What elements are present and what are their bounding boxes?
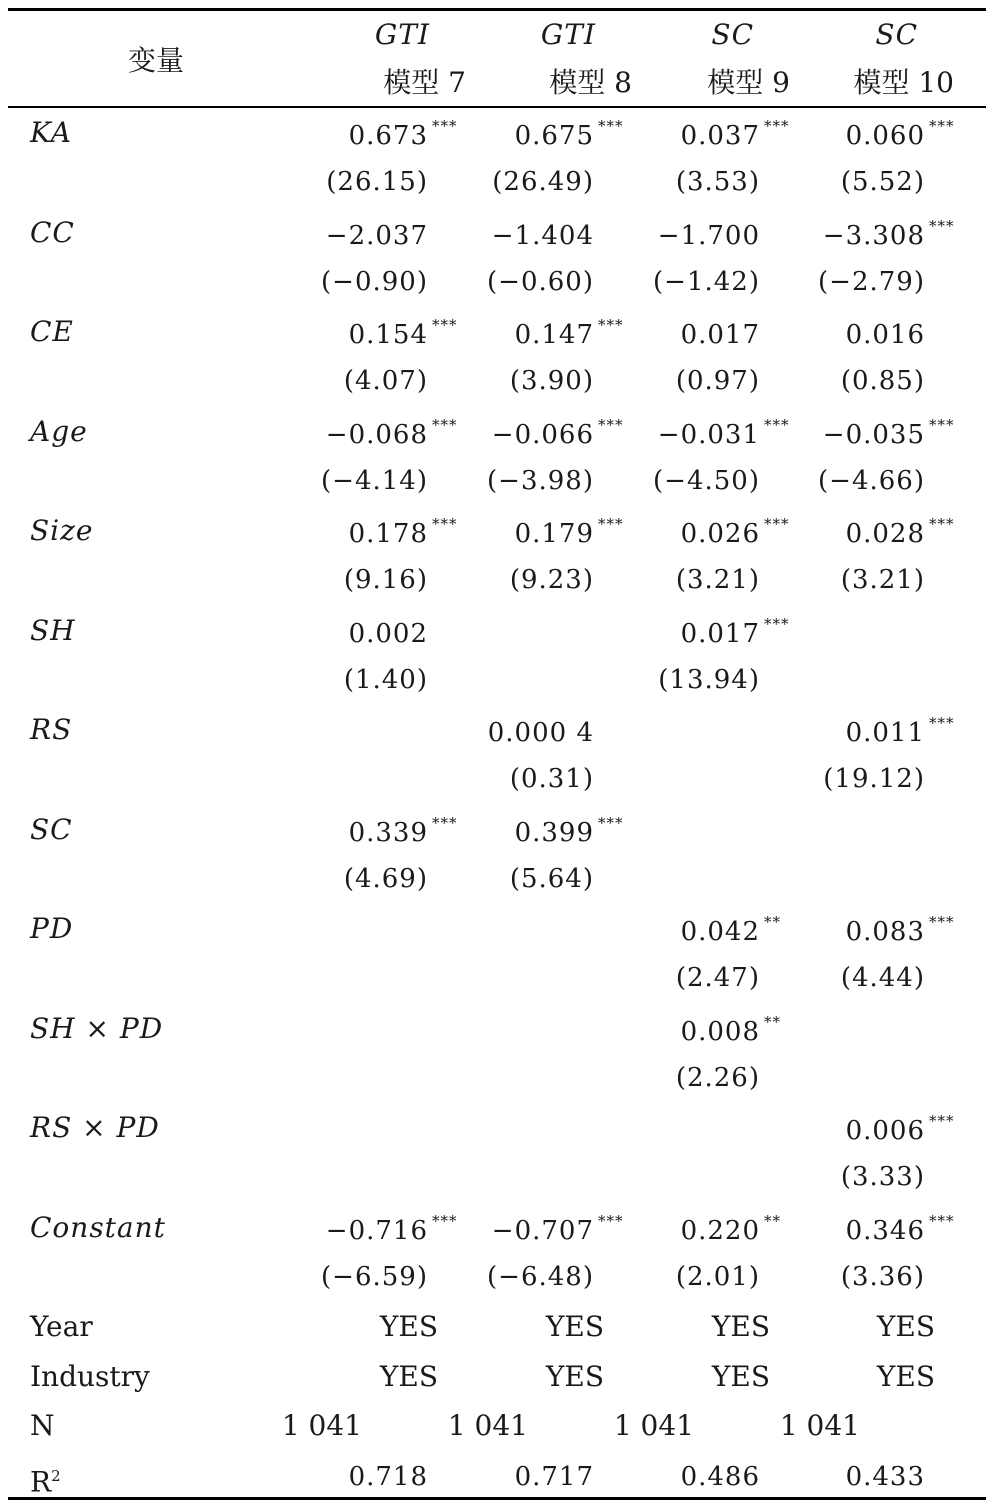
footer-label-text: Industry bbox=[30, 1359, 150, 1393]
variable-name: RS bbox=[30, 713, 73, 746]
coefficient-value: 0.147 bbox=[514, 320, 594, 350]
coefficient-value: 0.083 bbox=[845, 917, 925, 947]
significance-stars: *** bbox=[929, 216, 955, 235]
footer-value: 1 041 bbox=[447, 1409, 528, 1442]
coefficient-value: 0.017 bbox=[680, 320, 760, 350]
coefficient-value: −0.031 bbox=[657, 419, 760, 450]
footer-value: 1 041 bbox=[779, 1409, 860, 1442]
t-statistic-cell: (3.90) bbox=[509, 366, 594, 396]
coefficient-cell bbox=[434, 415, 624, 451]
coefficient-cell bbox=[600, 319, 760, 351]
t-statistic-cell: (5.64) bbox=[509, 863, 594, 894]
coefficient-value: 0.028 bbox=[845, 519, 925, 549]
t-statistic-cell: (−0.90) bbox=[321, 266, 428, 297]
t-statistic-cell: (13.94) bbox=[658, 664, 760, 695]
significance-stars: *** bbox=[598, 1211, 624, 1230]
variable-name: Constant bbox=[30, 1210, 166, 1244]
t-statistic-cell: (26.49) bbox=[492, 167, 594, 197]
table-bottom-rule bbox=[8, 1497, 986, 1500]
t-statistic-cell: (5.52) bbox=[840, 167, 925, 197]
dependent-variable-header: GTI bbox=[374, 18, 430, 51]
t-statistic-cell: (−6.48) bbox=[487, 1261, 594, 1292]
coefficient-cell bbox=[600, 415, 790, 451]
coefficient-cell bbox=[765, 216, 955, 252]
significance-stars: *** bbox=[432, 415, 458, 434]
coefficient-cell bbox=[765, 515, 955, 550]
footer-value: 0.433 bbox=[845, 1461, 925, 1492]
model-header: 模型 9 bbox=[707, 66, 790, 99]
t-statistic-cell: (0.97) bbox=[675, 366, 760, 396]
significance-stars: *** bbox=[432, 117, 458, 135]
significance-stars: *** bbox=[764, 117, 790, 135]
coefficient-cell bbox=[434, 1211, 624, 1247]
coefficient-value: −3.308 bbox=[822, 220, 925, 251]
superscript: 2 bbox=[51, 1466, 61, 1485]
variable-name: Age bbox=[30, 414, 88, 448]
significance-stars: ** bbox=[764, 913, 781, 931]
coefficient-cell bbox=[600, 1211, 781, 1247]
coefficient-value: −0.035 bbox=[822, 419, 925, 450]
coefficient-value: −2.037 bbox=[325, 220, 428, 251]
footer-label-text: N bbox=[30, 1409, 55, 1442]
footer-value: 0.486 bbox=[680, 1461, 760, 1492]
variable-name: RS × PD bbox=[30, 1111, 160, 1144]
t-statistic-cell: (19.12) bbox=[823, 764, 925, 794]
t-statistic-cell: (−1.42) bbox=[653, 266, 760, 297]
coefficient-cell bbox=[765, 117, 955, 152]
variable-name: PD bbox=[30, 912, 74, 945]
variable-name: Size bbox=[30, 514, 94, 547]
dependent-variable-header: SC bbox=[711, 18, 754, 51]
significance-stars: *** bbox=[764, 515, 790, 533]
coefficient-value: 0.008 bbox=[680, 1016, 760, 1047]
coefficient-value: −1.404 bbox=[491, 220, 594, 251]
coefficient-value: 0.178 bbox=[348, 519, 428, 549]
t-statistic-cell: (2.26) bbox=[675, 1062, 760, 1093]
coefficient-cell bbox=[268, 415, 458, 451]
t-statistic-cell: (1.40) bbox=[343, 664, 428, 695]
coefficient-value: 0.154 bbox=[348, 320, 428, 350]
coefficient-cell bbox=[268, 220, 428, 252]
t-statistic-cell: (−4.50) bbox=[653, 465, 760, 496]
coefficient-cell bbox=[434, 220, 594, 252]
dependent-variable-header: SC bbox=[875, 18, 918, 51]
coefficient-cell bbox=[765, 319, 925, 351]
t-statistic-cell: (−6.59) bbox=[321, 1261, 428, 1292]
significance-stars: *** bbox=[432, 1211, 458, 1230]
coefficient-value: −0.066 bbox=[491, 419, 594, 450]
variable-name: CE bbox=[30, 315, 74, 348]
footer-value: YES bbox=[876, 1310, 935, 1343]
significance-stars: *** bbox=[764, 415, 790, 434]
footer-label-text: R bbox=[30, 1464, 52, 1498]
coefficient-value: 0.011 bbox=[845, 718, 925, 748]
t-statistic-cell: (9.16) bbox=[343, 565, 428, 595]
variable-name: KA bbox=[30, 116, 73, 149]
coefficient-cell bbox=[765, 714, 955, 749]
significance-stars: ** bbox=[764, 1012, 781, 1031]
significance-stars: *** bbox=[929, 1112, 955, 1130]
footer-value: 1 041 bbox=[613, 1409, 694, 1442]
t-statistic-cell: (−4.14) bbox=[321, 465, 428, 496]
significance-stars: *** bbox=[598, 117, 624, 135]
model-header: 模型 7 bbox=[383, 66, 466, 99]
dependent-variable-header: GTI bbox=[540, 18, 596, 51]
coefficient-cell bbox=[765, 913, 955, 948]
variable-name: SH bbox=[30, 613, 76, 647]
coefficient-value: 0.220 bbox=[680, 1215, 760, 1246]
coefficient-value: −0.707 bbox=[491, 1215, 594, 1246]
significance-stars: *** bbox=[432, 813, 458, 832]
coefficient-cell bbox=[765, 1112, 955, 1147]
model-header: 模型 10 bbox=[853, 66, 954, 99]
coefficient-value: 0.060 bbox=[845, 121, 925, 151]
coefficient-value: −0.068 bbox=[325, 419, 428, 450]
t-statistic-cell: (3.33) bbox=[840, 1162, 925, 1192]
significance-stars: *** bbox=[598, 316, 624, 334]
coefficient-value: 0.673 bbox=[348, 121, 428, 151]
coefficient-value: 0.037 bbox=[680, 121, 760, 151]
coefficient-value: 0.026 bbox=[680, 519, 760, 549]
significance-stars: ** bbox=[764, 1211, 781, 1230]
coefficient-cell bbox=[765, 1211, 955, 1247]
footer-value: 0.718 bbox=[348, 1461, 428, 1492]
t-statistic-cell: (3.21) bbox=[675, 565, 760, 595]
model-header: 模型 8 bbox=[549, 66, 632, 99]
t-statistic-cell: (9.23) bbox=[509, 565, 594, 595]
t-statistic-cell: (−4.66) bbox=[818, 465, 925, 496]
coefficient-value: 0.399 bbox=[514, 817, 594, 848]
table-header-rule bbox=[8, 106, 986, 108]
coefficient-value: 0.017 bbox=[680, 618, 760, 649]
variable-name: SH × PD bbox=[30, 1011, 164, 1045]
coefficient-cell bbox=[434, 717, 594, 749]
coefficient-cell bbox=[268, 813, 458, 849]
significance-stars: *** bbox=[598, 415, 624, 434]
t-statistic-cell: (2.01) bbox=[675, 1261, 760, 1292]
t-statistic-cell: (4.07) bbox=[343, 366, 428, 396]
coefficient-cell bbox=[268, 515, 458, 550]
t-statistic-cell: (4.69) bbox=[343, 863, 428, 894]
footer-label bbox=[30, 1360, 150, 1394]
footer-value: YES bbox=[711, 1310, 770, 1343]
coefficient-cell bbox=[434, 316, 624, 351]
footer-label-text: Year bbox=[30, 1310, 93, 1343]
significance-stars: *** bbox=[432, 316, 458, 334]
footer-label bbox=[30, 1409, 55, 1443]
coefficient-value: 0.346 bbox=[845, 1215, 925, 1246]
t-statistic-cell: (3.21) bbox=[840, 565, 925, 595]
coefficient-value: 0.016 bbox=[845, 320, 925, 350]
coefficient-value: 0.675 bbox=[514, 121, 594, 151]
coefficient-cell bbox=[434, 515, 624, 550]
coefficient-value: 0.042 bbox=[680, 917, 760, 947]
coefficient-cell bbox=[268, 618, 428, 650]
coefficient-cell bbox=[765, 415, 955, 451]
coefficient-cell bbox=[600, 913, 781, 948]
t-statistic-cell: (0.85) bbox=[840, 366, 925, 396]
t-statistic-cell: (0.31) bbox=[509, 764, 594, 794]
coefficient-cell bbox=[268, 1211, 458, 1247]
footer-value: YES bbox=[711, 1359, 770, 1393]
footer-value: 1 041 bbox=[281, 1409, 362, 1442]
variable-name: SC bbox=[30, 812, 73, 846]
footer-value: YES bbox=[379, 1310, 438, 1343]
significance-stars: *** bbox=[929, 415, 955, 434]
significance-stars: *** bbox=[432, 515, 458, 533]
coefficient-value: 0.002 bbox=[348, 618, 428, 649]
footer-label bbox=[30, 1310, 93, 1344]
coefficient-cell bbox=[600, 117, 790, 152]
coefficient-cell bbox=[600, 515, 790, 550]
coefficient-cell bbox=[600, 1012, 781, 1048]
footer-value: YES bbox=[379, 1359, 438, 1393]
variable-column-header: 变量 bbox=[128, 44, 185, 77]
footer-value: YES bbox=[545, 1310, 604, 1343]
coefficient-cell bbox=[434, 813, 624, 849]
table-top-rule bbox=[8, 8, 986, 11]
significance-stars: *** bbox=[598, 813, 624, 832]
coefficient-cell bbox=[268, 117, 458, 152]
footer-value: YES bbox=[545, 1359, 604, 1393]
t-statistic-cell: (4.44) bbox=[840, 963, 925, 993]
coefficient-cell bbox=[600, 614, 790, 650]
t-statistic-cell: (2.47) bbox=[675, 963, 760, 993]
significance-stars: *** bbox=[764, 614, 790, 633]
coefficient-value: 0.006 bbox=[845, 1116, 925, 1146]
significance-stars: *** bbox=[929, 714, 955, 732]
variable-name: CC bbox=[30, 215, 75, 249]
t-statistic-cell: (−0.60) bbox=[487, 266, 594, 297]
footer-value: 0.717 bbox=[514, 1461, 594, 1492]
coefficient-value: 0.339 bbox=[348, 817, 428, 848]
t-statistic-cell: (−2.79) bbox=[818, 266, 925, 297]
significance-stars: *** bbox=[929, 515, 955, 533]
coefficient-cell bbox=[434, 117, 624, 152]
footer-value: YES bbox=[876, 1359, 935, 1393]
t-statistic-cell: (3.36) bbox=[840, 1261, 925, 1292]
t-statistic-cell: (26.15) bbox=[326, 167, 428, 197]
coefficient-cell bbox=[268, 316, 458, 351]
t-statistic-cell: (3.53) bbox=[675, 167, 760, 197]
coefficient-cell bbox=[600, 220, 760, 252]
significance-stars: *** bbox=[598, 515, 624, 533]
coefficient-value: −0.716 bbox=[325, 1215, 428, 1246]
significance-stars: *** bbox=[929, 913, 955, 931]
t-statistic-cell: (−3.98) bbox=[487, 465, 594, 496]
significance-stars: *** bbox=[929, 1211, 955, 1230]
coefficient-value: 0.179 bbox=[514, 519, 594, 549]
coefficient-value: 0.000 4 bbox=[487, 718, 594, 748]
footer-label bbox=[30, 1459, 61, 1499]
significance-stars: *** bbox=[929, 117, 955, 135]
coefficient-value: −1.700 bbox=[657, 220, 760, 251]
